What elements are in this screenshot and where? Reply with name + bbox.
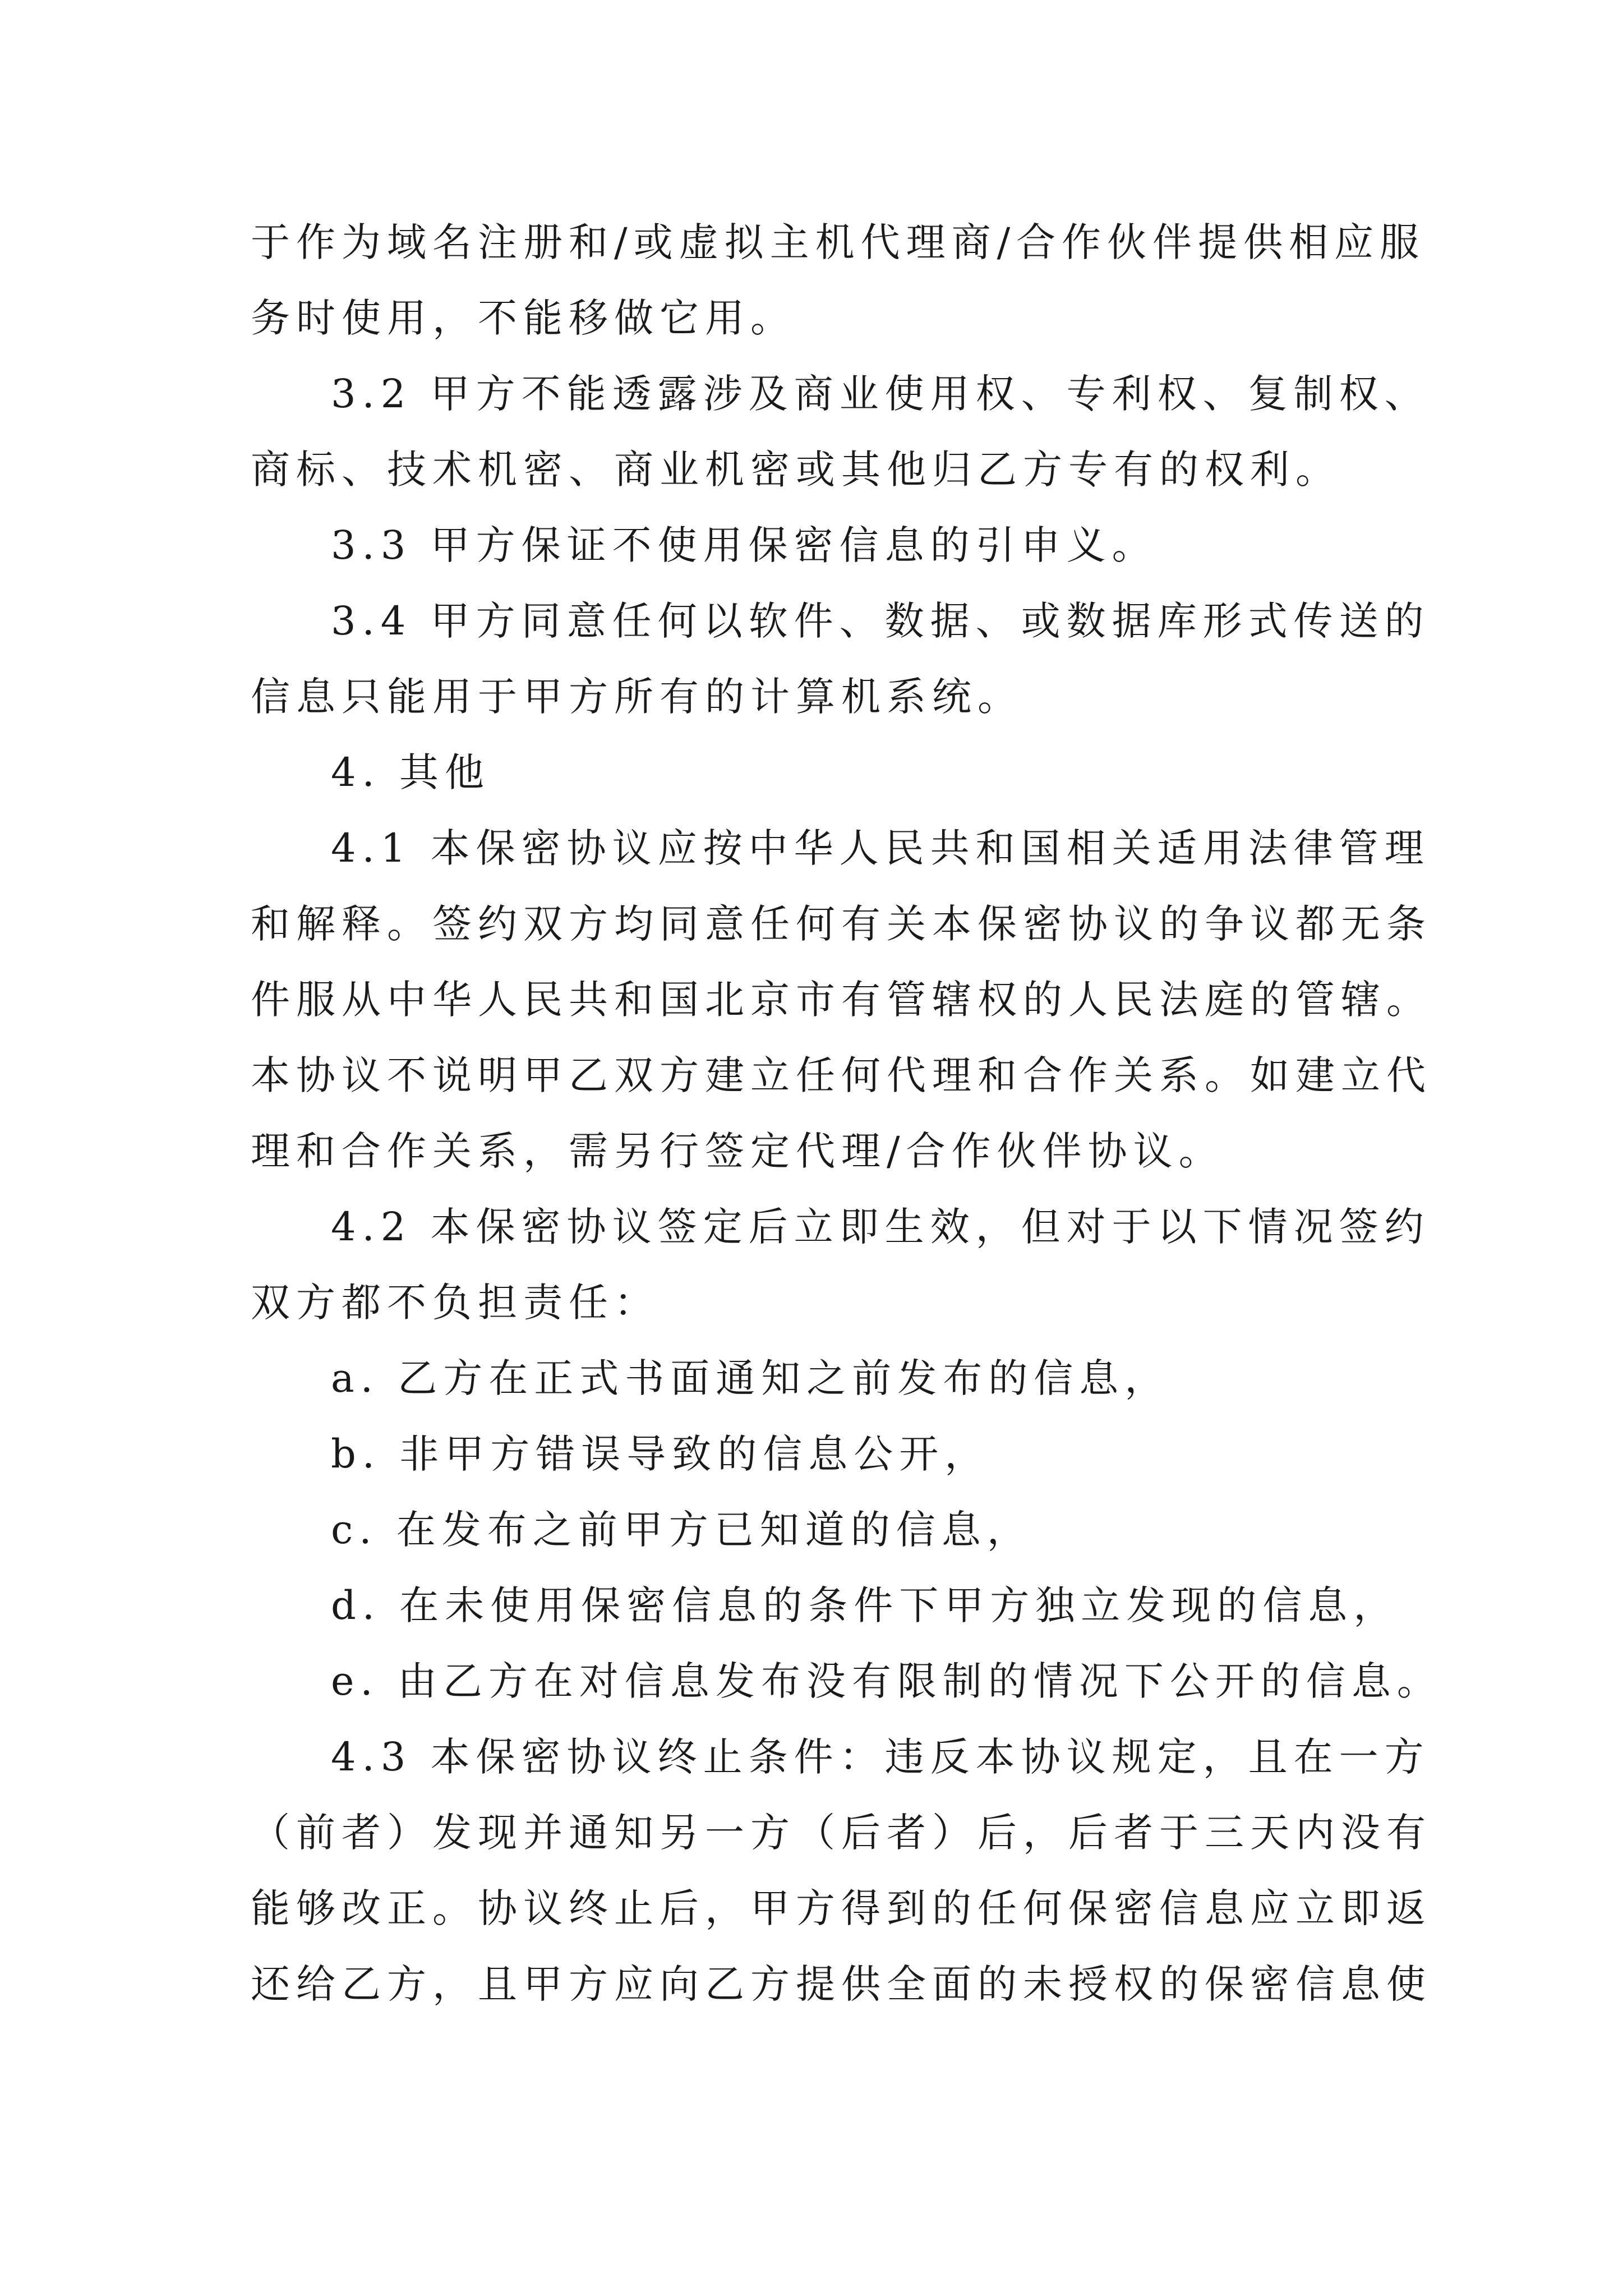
list-item: d. 在未使用保密信息的条件下甲方独立发现的信息， [331,1582,1399,1628]
text-line: 能够改正。协议终止后，甲方得到的任何保密信息应立即返 [251,1885,1432,1931]
text-line: 和解释。签约双方均同意任何有关本保密协议的争议都无条 [251,901,1432,947]
text-line: 商标、技术机密、商业机密或其他归乙方专有的权利。 [251,447,1341,493]
text-line: 件服从中华人民共和国北京市有管辖权的人民法庭的管辖。 [251,977,1432,1023]
text-line: 4.2 本保密协议签定后立即生效，但对于以下情况签约 [331,1204,1430,1250]
text-line: （前者）发现并通知另一方（后者）后，后者于三天内没有 [251,1810,1432,1856]
list-item: e. 由乙方在对信息发布没有限制的情况下公开的信息。 [331,1658,1442,1704]
text-line: 3.3 甲方保证不使用保密信息的引申义。 [331,522,1158,568]
text-line: 3.4 甲方同意任何以软件、数据、或数据库形式传送的 [331,598,1430,644]
list-item: b. 非甲方错误导致的信息公开， [331,1431,990,1477]
list-item: c. 在发布之前甲方已知道的信息， [331,1507,1032,1553]
section-heading: 4. 其他 [331,749,491,795]
text-line: 还给乙方，且甲方应向乙方提供全面的未授权的保密信息使 [251,1961,1432,2007]
text-line: 4.3 本保密协议终止条件：违反本协议规定，且在一方 [331,1734,1430,1780]
text-line: 理和合作关系，需另行签定代理/合作伙伴协议。 [251,1128,1224,1174]
text-line: 双方都不负担责任： [251,1280,660,1326]
text-line: 本协议不说明甲乙双方建立任何代理和合作关系。如建立代 [251,1052,1432,1098]
list-item: a. 乙方在正式书面通知之前发布的信息， [331,1355,1170,1401]
text-line: 4.1 本保密协议应按中华人民共和国相关适用法律管理 [331,825,1430,871]
text-line: 于作为域名注册和/或虚拟主机代理商/合作伙伴提供相应服 [251,219,1426,265]
text-line: 务时使用，不能移做它用。 [251,295,796,341]
text-line: 信息只能用于甲方所有的计算机系统。 [251,674,1023,720]
text-line: 3.2 甲方不能透露涉及商业使用权、专利权、复制权、 [331,371,1430,417]
